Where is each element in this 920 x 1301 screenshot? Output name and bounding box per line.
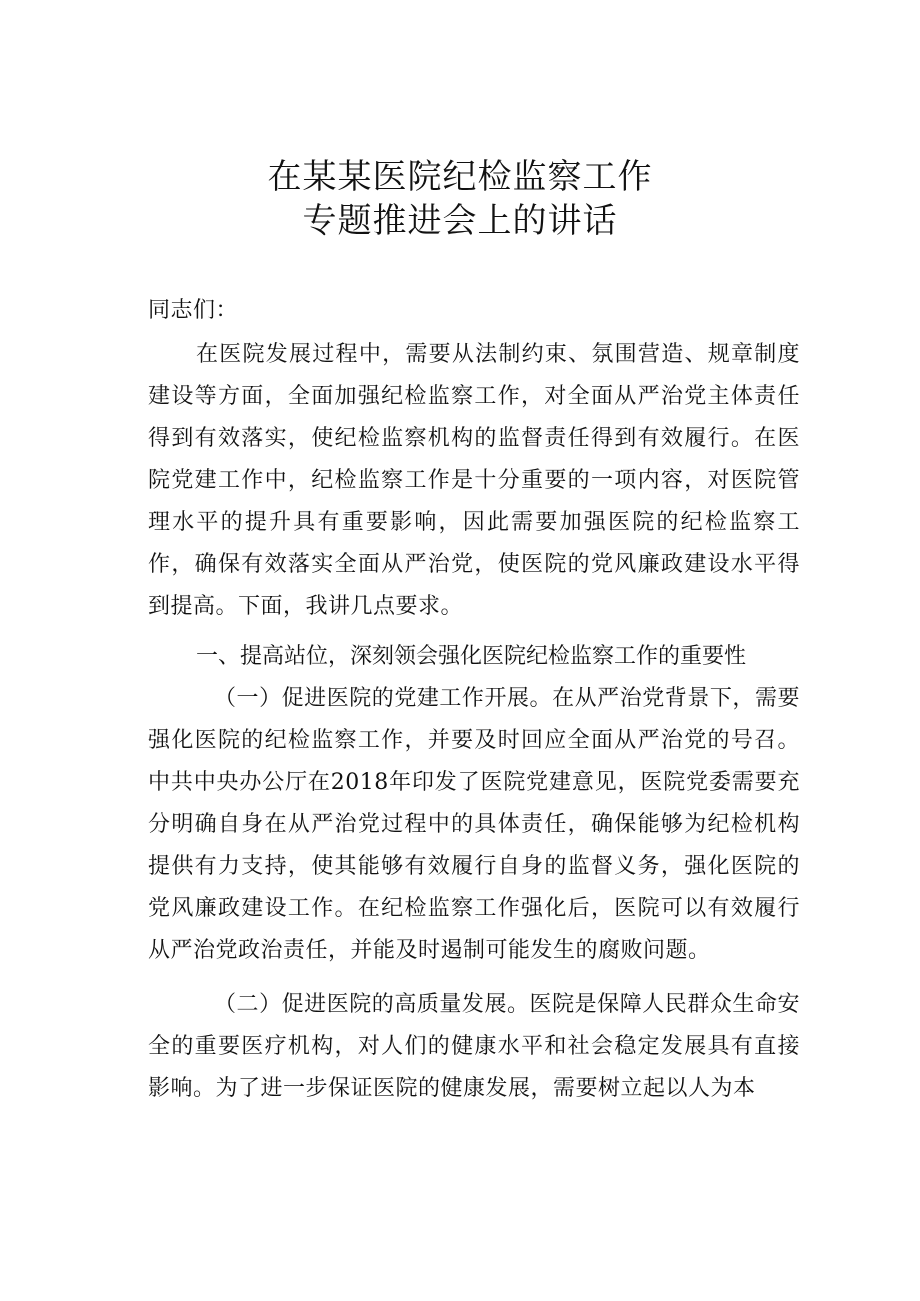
paragraph-1: 在医院发展过程中，需要从法制约束、氛围营造、规章制度建设等方面，全面加强纪检监察工作，对全面从严治党主体责任得到有效落实，使纪检监察机构的监督责任得到有效履行。在医院党建工作中，纪检监察工作是十分重要的一项内容，对医院管理水平的提升具有重要影响，因此需要加强医院的纪检监察工作，确保有效落实全面从严治党，使医院的党风廉政建设水平得到提高。下面，我讲几点要求。 bbox=[148, 342, 800, 619]
section-heading-1: 一、提高站位，深刻领会强化医院纪检监察工作的重要性 bbox=[196, 644, 747, 669]
paragraph-2: （一）促进医院的党建工作开展。在从严治党背景下，需要强化医院的纪检监察工作，并要及时回应全面从严治党的号召。中共中央办公厅在2018年印发了医院党建意见，医院党委需要充分明确自身在从严治党过程中的具体责任，确保能够为纪检机构提供有力支持，使其能够有效履行自身的监督义务，强化医院的党风廉政建设工作。在纪检监察工作强化后，医院可以有效履行从严治党政治责任，并能及时遏制可能发生的腐败问题。 bbox=[148, 686, 800, 963]
document-title-line-2: 专题推进会上的讲话 bbox=[302, 201, 618, 241]
salutation: 同志们： bbox=[148, 298, 239, 323]
paragraph-3: （二）促进医院的高质量发展。医院是保障人民群众生命安全的重要医疗机构，对人们的健康水平和社会稳定发展具有直接影响。为了进一步保证医院的健康发展，需要树立起以人为本 bbox=[148, 992, 800, 1101]
document-title-line-1: 在某某医院纪检监察工作 bbox=[267, 157, 653, 197]
